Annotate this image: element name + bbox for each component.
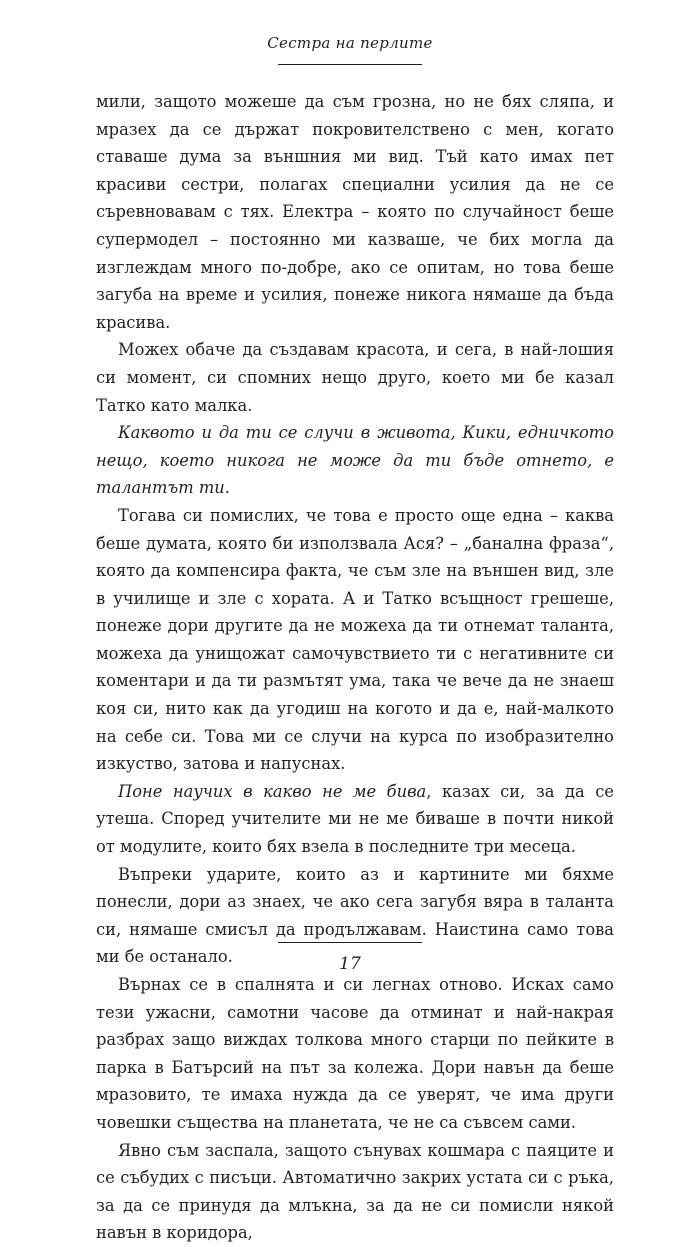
body-text: [96, 88, 614, 1247]
paragraph-6: Въпреки ударите, които аз и картините ми бяхме понесли, дори аз знаех, че ако сега загубя вяра в таланта си, нямаше смисъл да продължавам. Наистина само това ми бе останало.: [96, 864, 614, 967]
paragraph-5: [96, 778, 614, 861]
paragraph-4: Тогава си помислих, че това е просто още една – каква беше думата, която би използвала Ася? – „банална фраза“, която да компенсира факта, че съм зле на външен вид, зле в училище и зле с хората. А и Татко всъщност грешеше, понеже дори другите да не можеха да ти отнемат таланта, можеха да унищожат самочувствието ти с негативните си коментари и да ти размътят ума, така че вече да не знаеш коя си, нито как да угодиш на когото и да е, най-малкото на себе си. Това ми се случи на курса по изобразително изкуство, затова и напуснах.: [96, 505, 614, 774]
page-number: 17: [339, 954, 361, 974]
paragraph-5-italic: Поне научих в какво не ме бива: [118, 781, 427, 801]
paragraph-2: Можех обаче да създавам красота, и сега, в най-лошия си момент, си спомних нещо друго, което ми бе казал Татко като малка.: [96, 340, 614, 415]
paragraph-7: Върнах се в спалнята и си легнах отново. Исках само тези ужасни, самотни часове да отминат и най-накрая разбрах защо виждах толкова много старци по пейките в парка в Батърсий на път за колежа. Дори навън да беше мразовито, те имаха нужда да се уверят, че има други човешки същества на планетата, че не са съвсем сами.: [96, 975, 614, 1132]
paragraph-1: мили, защото можеше да съм грозна, но не бях сляпа, и мразех да се държат покровителствено с мен, когато ставаше дума за външния ми вид. Тъй като имах пет красиви сестри, полагах специални усилия да не се съревновавам с тях. Електра – която по случайност беше супермодел – постоянно ми казваше, че бих могла да изглеждам много по-добре, ако се опитам, но това беше загуба на време и усилия, понеже никога нямаше да бъда красива.: [96, 92, 614, 332]
paragraph-3-italic-quote: Каквото и да ти се случи в живота, Кики, едничкото нещо, което никога не може да ти бъде отнето, е талантът ти.: [96, 423, 614, 498]
header-rule: [278, 64, 422, 65]
paragraph-8: Явно съм заспала, защото сънувах кошмара с паяците и се събудих с писъци. Автоматично закрих устата си с ръка, за да се принудя да млъкна, за да не си помисли някой навън в коридора,: [96, 1140, 614, 1243]
running-title: Сестра на перлите: [267, 34, 433, 52]
footer-rule: [278, 942, 422, 943]
paragraph-5-rest: , казах си, за да се утеша. Според учителите ми не ме биваше в почти никой от модулите, които бях взела в последните три месеца.: [96, 781, 614, 857]
